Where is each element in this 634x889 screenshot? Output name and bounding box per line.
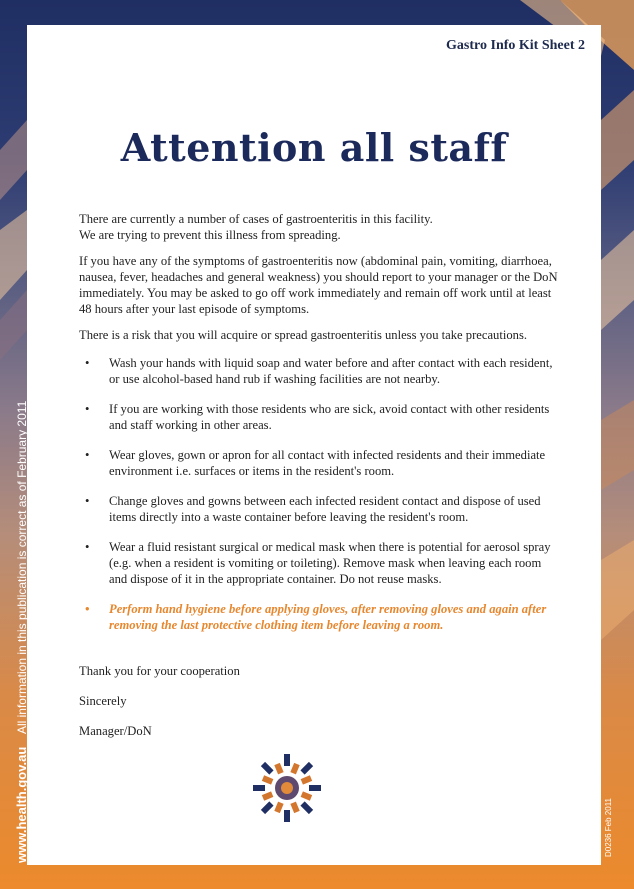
list-item [79,539,559,587]
bullet-icon: • [85,356,90,370]
signoff-text: Manager/DoN [79,724,152,738]
list-item-text: Wash your hands with liquid soap and water before and after contact with each resident, or use alcohol-based hand rub if washing facilities are not nearby. [109,356,553,386]
publication-code: D0236 Feb 2011 [604,797,613,857]
intro-paragraph-1 [79,211,559,243]
intro-paragraph-2: If you have any of the symptoms of gastroenteritis now (abdominal pain, vomiting, diarrhoea, nausea, fever, headaches and general weakness) you should report to your manager or the DoN immediately. You may be asked to go off work immediately and remain off work until at least 48 hours after your last episode of symptoms. [79,254,558,316]
headline: Attention all staff [120,125,508,170]
disclaimer-text: All information in this publication is correct as of February 2011 [15,400,29,735]
highlight-text: Perform hand hygiene before applying gloves, after removing gloves and again after removing the last protective clothing item before leaving a room. [109,602,547,632]
website-link[interactable]: www.health.gov.au [14,746,29,863]
intro-line-2: We are trying to prevent this illness from spreading. [79,228,341,242]
list-item-text: Wear a fluid resistant surgical or medical mask when there is potential for aerosol spray (e.g. when a resident is vomiting or toileting). Remove mask when leaving each room and dispose of it in the appropriate container. Do not reuse masks. [109,540,551,586]
thanks-text: Thank you for your cooperation [79,664,240,678]
closing-block [79,663,559,739]
intro-line-1: There are currently a number of cases of gastroenteritis in this facility. [79,212,433,226]
list-item [79,493,559,525]
list-item [79,447,559,479]
list-item-text: If you are working with those residents who are sick, avoid contact with other residents and staff working in other areas. [109,402,550,432]
side-footer [14,401,29,863]
precautions-list [79,355,559,633]
bullet-icon: • [85,448,90,462]
list-item [79,401,559,433]
sincerely-text: Sincerely [79,694,127,708]
sheet-title: Gastro Info Kit Sheet 2 [446,38,585,53]
health-logo-icon [251,752,323,824]
bullet-icon: • [85,494,90,508]
info-sheet [27,25,601,865]
highlight-list-item [79,601,559,633]
list-item [79,355,559,387]
bullet-icon: • [85,402,90,416]
bullet-icon: • [85,602,90,616]
list-item-text: Wear gloves, gown or apron for all contact with infected residents and their immediate environment i.e. surfaces or items in the resident's room. [109,448,546,478]
bullet-icon: • [85,540,90,554]
body-text [79,211,559,753]
list-item-text: Change gloves and gowns between each infected resident contact and dispose of used items directly into a waste container before leaving the resident's room. [109,494,541,524]
intro-paragraph-3: There is a risk that you will acquire or spread gastroenteritis unless you take precautions. [79,328,527,342]
